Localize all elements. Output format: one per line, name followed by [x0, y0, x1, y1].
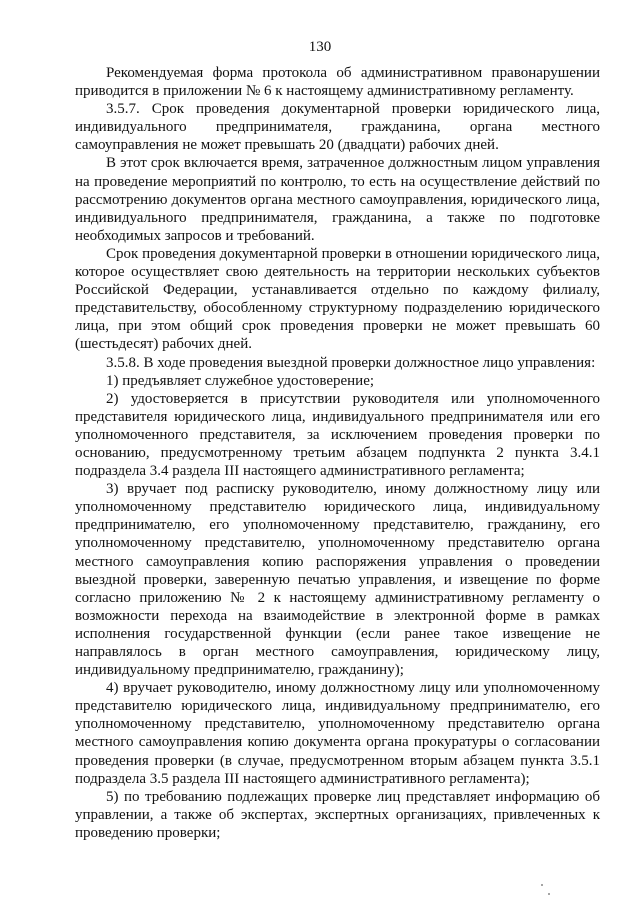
list-item-5: 5) по требованию подлежащих проверке лиц представляет информацию об управлении, а также об экспертах, экспертных организациях, привлеченных к проведению проверки; [75, 788, 600, 841]
list-item-2: 2) удостоверяется в присутствии руководителя или уполномоченного представителя юридического лица, индивидуального предпринимателя или его уполномоченного представителя, за исключением проведения проверки по основанию, предусмотренному третьим абзацем подпункта 2 пункта 3.4.1 подраздела 3.4 раздела III настоящего административного регламента; [75, 390, 600, 480]
list-item-3: 3) вручает под расписку руководителю, иному должностному лицу или уполномоченному представителю юридического лица, индивидуальному предпринимателю, его уполномоченному представителю, гражданину, его уполномоченному представителю, уполномоченному представителю органа местного самоуправления копию распоряжения управления о проведении выездной проверки, заверенную печатью управления, и извещение по форме согласно приложению № 2 к настоящему административному регламенту о возможности перехода на взаимодействие в электронной форме в рамках исполнения государственной функции (если ранее такое извещение не направлялось в орган местного самоуправления, юридическому лицу, индивидуальному предпринимателю, гражданину); [75, 481, 600, 679]
scan-speck [548, 893, 550, 895]
document-body [75, 64, 600, 842]
page-number: 130 [308, 39, 332, 55]
list-item-1: 1) предъявляет служебное удостоверение; [106, 372, 375, 389]
paragraph-3-5-8: 3.5.8. В ходе проведения выездной проверки должностное лицо управления: [106, 354, 596, 371]
scan-speck [541, 884, 543, 886]
paragraph-protocol-form: Рекомендуемая форма протокола об административном правонарушении приводится в приложении № 6 к настоящему административному регламенту. [75, 65, 600, 100]
list-item-4: 4) вручает руководителю, иному должностному лицу или уполномоченному представителю юридического лица, индивидуальному предпринимателю, его уполномоченному представителю, уполномоченному представителю органа местного самоуправления копию документа органа прокуратуры о согласовании проведения проверки (в случае, предусмотренном вторым абзацем пункта 3.5.1 подраздела 3.5 раздела III настоящего административного регламента); [75, 680, 600, 787]
paragraph-multi-region-term: Срок проведения документарной проверки в отношении юридического лица, которое осуществляет свою деятельность на территории нескольких субъектов Российской Федерации, устанавливается отдельно по каждому филиалу, представительству, обособленному структурному подразделению юридического лица, при этом общий срок проведения проверки не может превышать 60 (шестьдесят) рабочих дней. [75, 245, 600, 353]
paragraph-time-included: В этот срок включается время, затраченное должностным лицом управления на проведение мероприятий по контролю, то есть на осуществление действий по рассмотрению документов органа местного самоуправления, юридического лица, индивидуального предпринимателя, гражданина, а также по подготовке необходимых запросов и требований. [75, 155, 600, 244]
paragraph-3-5-7: 3.5.7. Срок проведения документарной проверки юридического лица, индивидуального предпринимателя, гражданина, органа местного самоуправления не может превышать 20 (двадцати) рабочих дней. [75, 101, 600, 154]
